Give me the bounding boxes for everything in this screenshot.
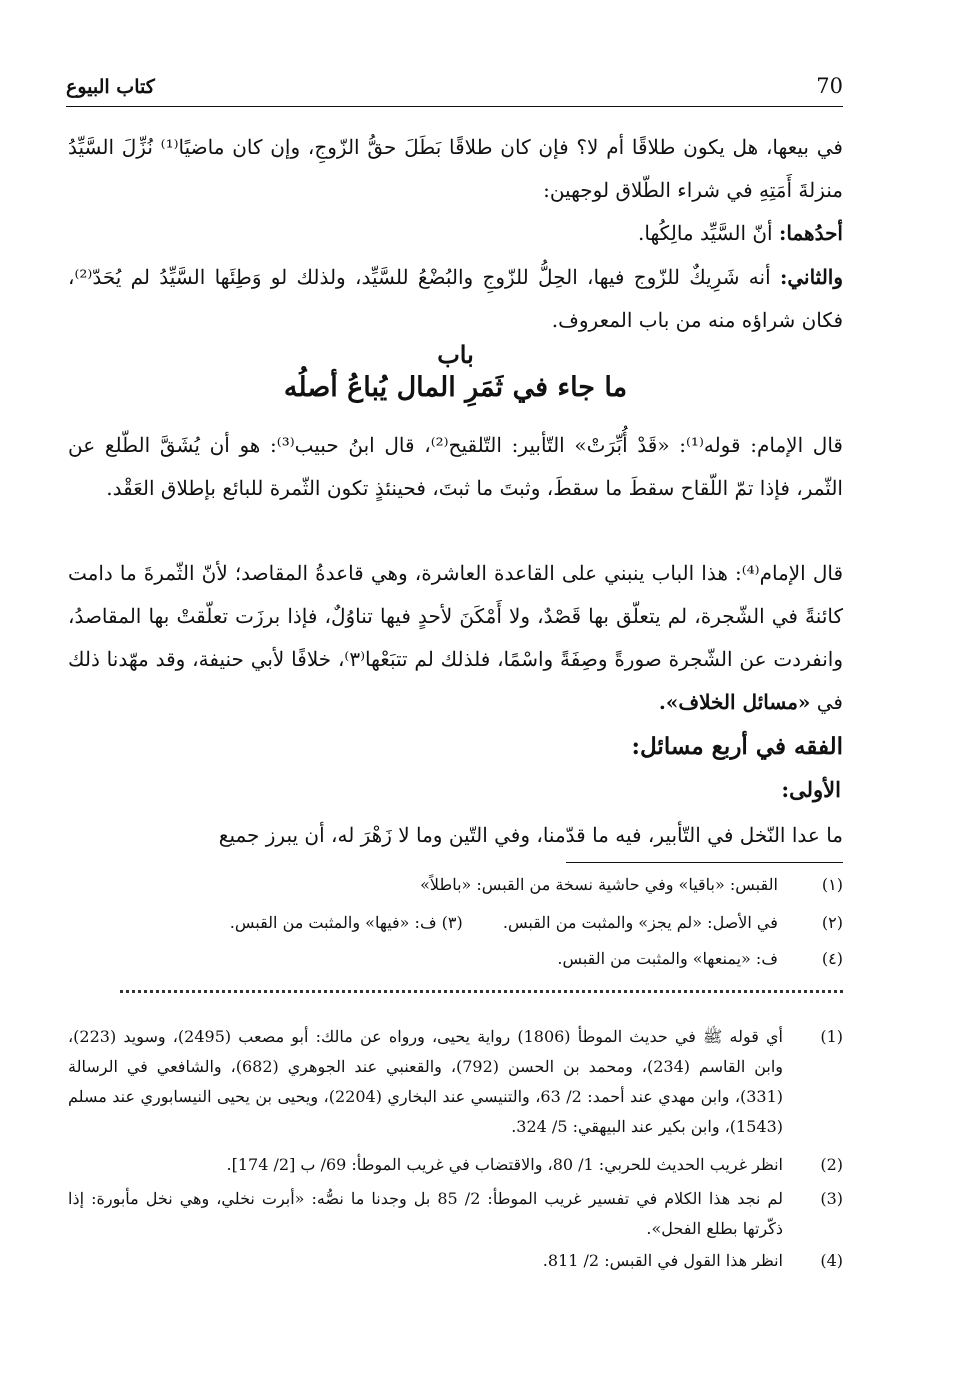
footnote-number: (١) bbox=[821, 875, 843, 894]
footnote-number: (1) bbox=[820, 1027, 843, 1046]
masail-reference: «مسائل الخلاف». bbox=[658, 690, 811, 714]
footnote-text: لم نجد هذا الكلام في تفسير غريب الموطأ: 2/ 85 بل وجدنا ما نصُّه: «أبرت نخلي، وهي نخل مأبورة: إذا ذكّرتها بطلع الفحل». bbox=[68, 1189, 784, 1238]
footnote-a-4 bbox=[68, 944, 843, 974]
second-label: والثاني: bbox=[779, 265, 844, 289]
footnote-text: في الأصل: «لم يجز» والمثبت من القبس. bbox=[502, 913, 778, 932]
footnote-number: (٤) bbox=[821, 949, 843, 968]
footnote-b-2 bbox=[68, 1150, 843, 1180]
footnote-b-4 bbox=[68, 1246, 843, 1276]
footnote-number: (٢) bbox=[821, 913, 843, 932]
second-text: أنه شَرِيكٌ للزّوج فيها، الحِلُّ للزّوجِ والبُضْعُ للسَّيِّد، ولذلك لو وَطِئَها السَّيِّدُ لم يُحَدّ⁽²⁾، فكان شراؤه منه من باب المعروف. bbox=[68, 265, 843, 332]
footnote-text: انظر غريب الحديث للحربي: 1/ 80، والاقتضاب في غريب الموطأ: 69/ ب [2/ 174]. bbox=[226, 1155, 783, 1174]
paragraph-2 bbox=[68, 212, 843, 255]
footnote-text-extra: (٣) ف: «فيها» والمثبت من القبس. bbox=[229, 913, 463, 932]
footnote-text: انظر هذا القول في القبس: 2/ 811. bbox=[542, 1251, 783, 1270]
page-number: 70 bbox=[816, 74, 843, 98]
chapter-title: ما جاء في ثَمَرِ المال يُباعُ أصلُه bbox=[283, 372, 628, 403]
footnote-a-1 bbox=[68, 870, 843, 900]
paragraph-3 bbox=[68, 256, 843, 342]
footnote-number: (4) bbox=[820, 1251, 843, 1270]
running-title: كتاب البيوع bbox=[66, 76, 155, 98]
footnote-number: (2) bbox=[820, 1155, 843, 1174]
paragraph-1: في بيعها، هل يكون طلاقًا أم لا؟ فإن كان طلاقًا بَطَلَ حقُّ الزّوجِ، وإن كان ماضيًا⁽¹⁾ نُزِّلَ السَّيِّدُ منزلةَ أَمَتِهِ في شراء الطّلاق لوجهين: bbox=[68, 135, 843, 202]
dotted-divider bbox=[120, 990, 843, 993]
first-text: أنّ السَّيِّد مالِكُها. bbox=[638, 221, 773, 245]
paragraph-4: قال الإمام: قوله⁽¹⁾: «قَدْ أُبِّرَتْ» التّأبير: التّلقيح⁽²⁾، قال ابنُ حبيب⁽³⁾: هو أن يُشَقَّ الطّلع عن الثّمر، فإذا تمّ اللّقاح سقطَ ما سقطَ، وثبتَ ما ثبتَ، فحينئذٍ تكون الثّمرة للبائع بإطلاق العَقْد. bbox=[68, 433, 843, 500]
paragraph-5 bbox=[68, 552, 843, 724]
subsection-heading: الأولى: bbox=[781, 777, 841, 802]
footnote-a-2 bbox=[68, 908, 843, 938]
section-heading: الفقه في أربع مسائل: bbox=[631, 733, 843, 760]
footnote-text: القبس: «باقيا» وفي حاشية نسخة من القبس: «باطلاً» bbox=[420, 875, 778, 894]
footnote-text: ف: «يمنعها» والمثبت من القبس. bbox=[557, 949, 778, 968]
footnote-b-3 bbox=[68, 1184, 843, 1244]
paragraph-6: ما عدا النّخل في التّأبير، فيه ما قدّمنا، وفي التّين وما لا زَهْرَ له، أن يبرز جميع bbox=[218, 823, 843, 847]
first-label: أحدُهما: bbox=[778, 221, 843, 245]
footnote-b-1 bbox=[68, 1022, 843, 1142]
footnote-text: أي قوله ﷺ في حديث الموطأ (1806) رواية يحيى، ورواه عن مالك: أبو مصعب (2495)، وسويد (223)، وابن القاسم (234)، ومحمد بن الحسن (792)، والقعنبي عند الجوهري (682)، والشافعي في الرسالة (331)، وابن مهدي عند أحمد: 2/ 63، والتنيسي عند البخاري (2204)، ويحيى بن يحيى النيسابوري عند مسلم (1543)، وابن بكير عند البيهقي: 5/ 324. bbox=[68, 1027, 784, 1136]
footnote-number: (3) bbox=[820, 1189, 843, 1208]
footnote-separator bbox=[566, 862, 843, 863]
bab-word: باب bbox=[437, 340, 474, 369]
paragraph-5-text: قال الإمام⁽⁴⁾: هذا الباب ينبني على القاعدة العاشرة، وهي قاعدةُ المقاصد؛ لأنّ الثّمرةَ ما دامت كائنةً في الشّجرة، لم يتعلّق بها قَصْدٌ، ولا أَمْكَنَ لأحدٍ فيها تناوُلٌ، فإذا برزَت تعلّقتْ بها المقاصدُ، وانفردت عن الشّجرة صورةً وصِفَةً واسْمًا، فلذلك لم تتبَعْها⁽٣⁾، خلافًا لأبي حنيفة، وقد مهّدنا ذلك في bbox=[68, 561, 844, 714]
page-header bbox=[66, 72, 843, 107]
